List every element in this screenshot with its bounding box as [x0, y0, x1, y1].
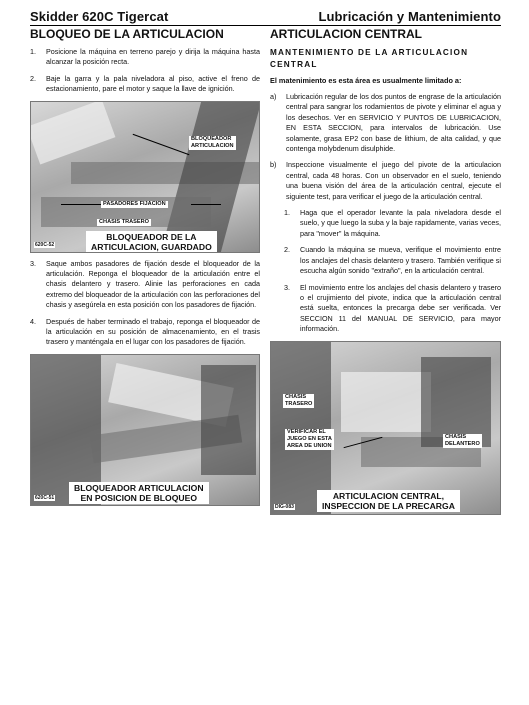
step-number: 1. — [30, 47, 36, 56]
step-text: El movimiento entre los anclajes del chasis delantero y trasero o el crujimiento del pivote, indica que la articulación central está suelta, entonces la precarga debe ser verificada. Ver SECCION 11 del MANUAL DE SERVICIO, para mayor información. — [300, 282, 501, 334]
figure-caption: BLOQUEADOR DE LA ARTICULACION, GUARDADO — [86, 231, 217, 253]
step-text: Saque ambos pasadores de fijación desde el bloqueador de la articulación. Reponga el bloqueador de la articulación entre el chasis delantero y trasero. Alinie las perforaciones en cada extremo del bloqueador de la articulación con las perforaciones del chasis y asegúrela en esta posición con los pasadores de fijación. — [46, 258, 260, 310]
figure-lock-stored — [30, 101, 260, 253]
left-column — [30, 27, 260, 512]
callout-check-play: VERIFICAR EL JUEGO EN ESTA AREA DE UNION — [287, 428, 332, 449]
item-letter: b) — [270, 160, 277, 170]
item-letter: a) — [270, 92, 277, 101]
section-title-central-articulation: ARTICULACION CENTRAL — [270, 27, 422, 41]
step-number: 1. — [284, 208, 290, 218]
item-text: Lubricación regular de los dos puntos de engrase de la articulación central para sangrar los rodamientos de pivote y eliminar el agua y los desechos. Ver en SERVICIO Y PUNTOS DE LUBRICACION, EN ESTA SECCION, para intervalos de lubricación. Use solamente, grasa EP2 con base de lithium, de alta calidad, y que contenga molybdenum disulphide. — [286, 92, 501, 154]
callout-rear-chassis: CHASIS TRASERO — [285, 393, 313, 407]
figure-central-articulation — [270, 341, 501, 515]
figure-code: DIG-083 — [275, 503, 294, 510]
callout-rear-chassis: CHASIS TRASERO — [99, 218, 150, 225]
step-number: 3. — [284, 282, 290, 292]
section-title-articulation-lock: BLOQUEO DE LA ARTICULACION — [30, 27, 224, 41]
header-section-title: Lubricación y Mantenimiento — [318, 9, 501, 24]
item-b — [270, 160, 501, 202]
step-number: 2. — [30, 73, 36, 83]
figure-code: 620C-52 — [35, 241, 55, 248]
step-1 — [30, 47, 260, 68]
step-text: Haga que el operador levante la pala niveladora desde el suelo, y que luego la suba y la baje rapidamente, varias veces, para "mover" la máquina. — [300, 208, 501, 238]
callout-fixing-pins: PASADORES FIJACION — [103, 200, 166, 207]
step-text: Cuando la máquina se mueva, verifique el movimiento entre los anclajes del chasis delantero y trasero. También verifique si escucha algún sonido "extraño", en la articulación central. — [300, 245, 501, 276]
step-number: 3. — [30, 258, 36, 268]
step-text: Después de haber terminado el trabajo, reponga el bloqueador de la articulación en su posición de almacenamiento, en el trasis trasero y manténgala en el lugar con los pasadores de fijación. — [46, 316, 260, 347]
test-step-3 — [284, 283, 501, 335]
step-3 — [30, 259, 260, 311]
header-rule — [30, 25, 501, 26]
item-a — [270, 92, 501, 154]
subsection-title-maintenance: MANTENIMIENTO DE LA ARTICULACION CENTRAL — [270, 48, 469, 69]
callout-front-chassis: CHASIS DELANTERO — [445, 433, 480, 447]
figure-caption: BLOQUEADOR ARTICULACION EN POSICION DE BLOQUEO — [69, 482, 209, 504]
figure-code: 620C-51 — [35, 494, 55, 501]
test-step-2 — [284, 245, 501, 276]
callout-articulation-lock: BLOQUEADOR ARTICULACION — [191, 135, 234, 149]
figure-lock-engaged — [30, 354, 260, 506]
intro-text: El matenimiento es esta área es usualmente limitado a: — [270, 76, 462, 85]
step-text: Baje la garra y la pala niveladora al piso, active el freno de estacionamiento, pare el motor y saque la llave de ignición. — [46, 73, 260, 94]
step-number: 4. — [30, 316, 36, 326]
test-step-1 — [284, 208, 501, 239]
right-column — [270, 27, 501, 521]
step-4 — [30, 317, 260, 348]
figure-caption: ARTICULACION CENTRAL, INSPECCION DE LA PRECARGA — [317, 490, 460, 512]
step-text: Posicione la máquina en terreno parejo y dirija la máquina hasta alcanzar la posición recta. — [46, 47, 260, 67]
step-2 — [30, 74, 260, 95]
header-document-title: Skidder 620C Tigercat — [30, 9, 169, 24]
step-number: 2. — [284, 245, 290, 255]
item-text: Inspeccione visualmente el juego del pivote de la articulacion central, cada 48 horas. Con un observador en el suelo, teniendo una buena visión del área de la articulación central, ejecute el siguiente test, para verificar el juego de la articulación central. — [286, 160, 501, 201]
